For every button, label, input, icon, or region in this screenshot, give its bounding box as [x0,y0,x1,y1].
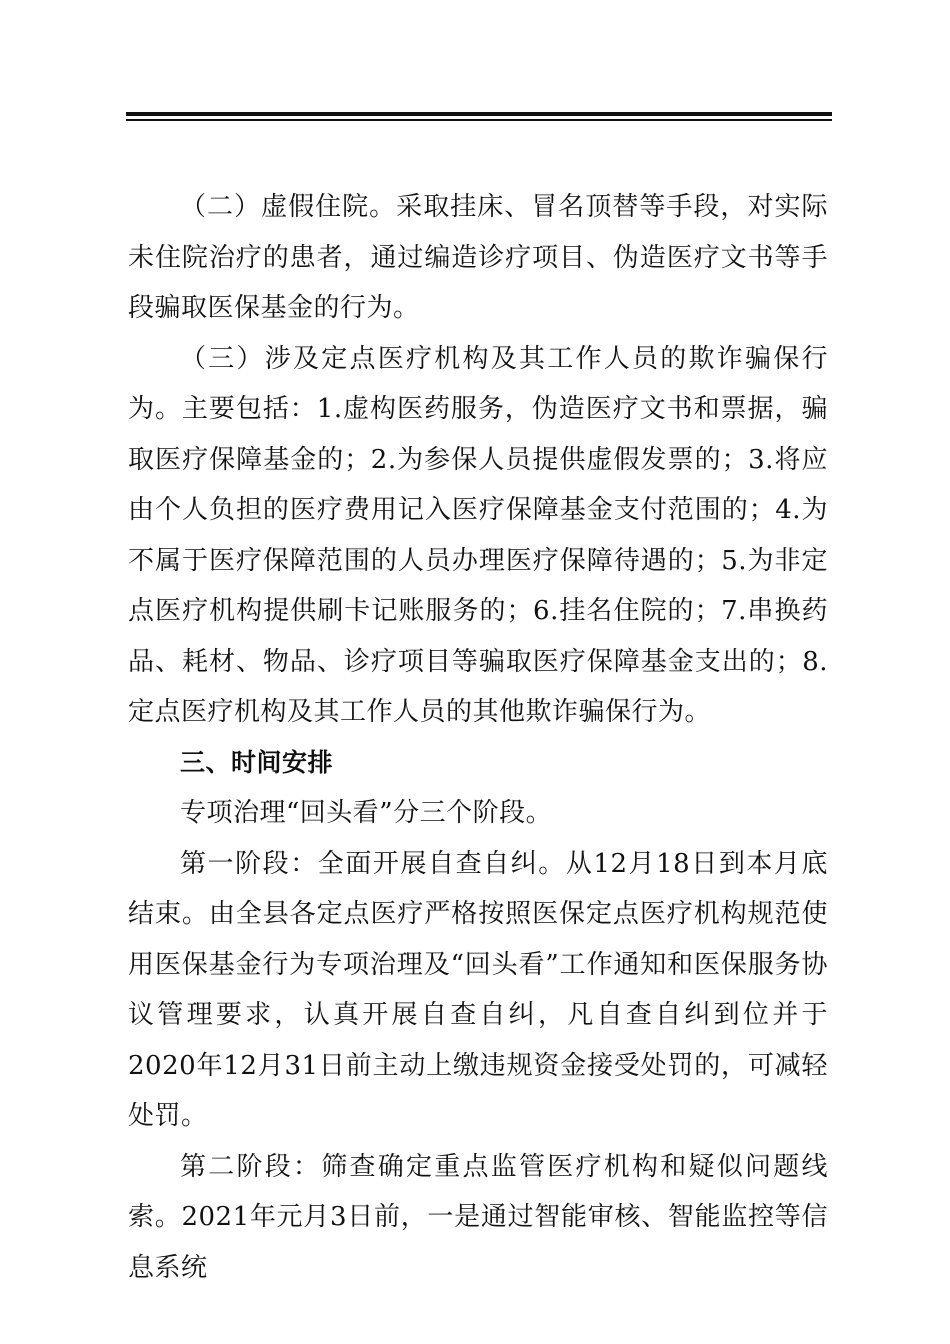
paragraph-stage-one: 第一阶段：全面开展自查自纠。从12月18日到本月底结束。由全县各定点医疗严格按照医保定点医疗机构规范使用医保基金行为专项治理及“回头看”工作通知和医保服务协议管理要求，认真开展自查自纠，凡自查自纠到位并于2020年12月31日前主动上缴违规资金接受处罚的，可减轻处罚。 [128,848,828,1131]
paragraph-stage-two: 第二阶段：筛查确定重点监管医疗机构和疑似问题线索。2021年元月3日前，一是通过智能审核、智能监控等信息系统 [128,1151,828,1283]
paragraph-institution-fraud: （三）涉及定点医疗机构及其工作人员的欺诈骗保行为。主要包括：1.虚构医药服务，伪造医疗文书和票据，骗取医疗保障基金的；2.为参保人员提供虚假发票的；3.将应由个人负担的医疗费用记入医疗保障基金支付范围的；4.为不属于医疗保障范围的人员办理医疗保障待遇的；5.为非定点医疗机构提供刷卡记账服务的；6.挂名住院的；7.串换药品、耗材、物品、诊疗项目等骗取医疗保障基金支出的；8.定点医疗机构及其工作人员的其他欺诈骗保行为。 [128,343,828,727]
paragraph-three-stages: 专项治理“回头看”分三个阶段。 [180,798,553,828]
paragraph-false-hospitalization: （二）虚假住院。采取挂床、冒名顶替等手段，对实际未住院治疗的患者，通过编造诊疗项目、伪造医疗文书等手段骗取医保基金的行为。 [128,192,828,323]
document-body [128,182,828,1293]
header-rule-thin [126,119,832,121]
section-heading-schedule: 三、时间安排 [180,747,334,777]
header-rule-thick [126,112,832,116]
